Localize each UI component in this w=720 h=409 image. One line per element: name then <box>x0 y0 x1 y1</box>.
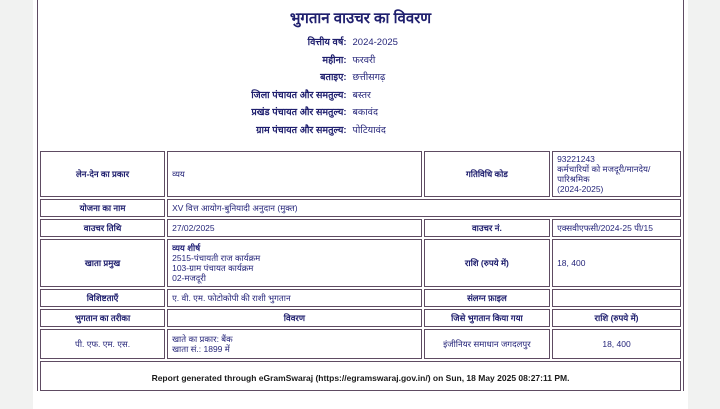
table-row <box>40 289 681 307</box>
field-value: बस्तर <box>352 89 371 101</box>
payment-paid-to-value: इंजीनियर समाधान जगदलपुर <box>424 329 550 359</box>
payment-account-type: खाते का प्रकार: बैंक <box>172 334 233 344</box>
activity-code-year: (2024-2025) <box>557 184 604 194</box>
table-row <box>40 151 681 197</box>
amount-label: राशि (रुपये में) <box>424 239 550 287</box>
payment-paid-to-header: जिसे भुगतान किया गया <box>424 309 550 327</box>
payment-header-row <box>40 309 681 327</box>
payment-amount-header: राशि (रुपये में) <box>552 309 681 327</box>
document-border-frame <box>37 0 684 391</box>
page-title: भुगतान वाउचर का विवरण <box>289 10 432 27</box>
payment-account-number: खाता सं.: 1899 में <box>172 344 230 354</box>
amount-value: 18, 400 <box>552 239 681 287</box>
activity-code-number: 93221243 <box>557 154 595 164</box>
account-head-line: व्यय शीर्ष <box>172 243 201 253</box>
field-financial-year <box>38 38 683 48</box>
field-value: पोटियावंद <box>352 124 386 136</box>
account-head-label: खाता प्रमुख <box>40 239 165 287</box>
field-value: बकावंद <box>352 107 379 118</box>
activity-code-desc: कर्मचारियों को मजदूरी/मानदेय/पारिश्रमिक <box>557 164 651 184</box>
report-generated-text: Report generated through eGramSwaraj (https://egramswaraj.gov.in/) on Sun, 18 May 2025 08:27:11 PM. <box>151 373 570 383</box>
payment-mode-header: भुगतान का तरीका <box>40 309 165 327</box>
table-row <box>40 199 681 217</box>
payment-mode-value: पी. एफ. एम. एस. <box>40 329 165 359</box>
field-block-panchayat <box>38 108 683 118</box>
voucher-number-value: एक्सवीएफसी/2024-25 पी/15 <box>552 219 681 237</box>
field-village-panchayat <box>38 126 683 136</box>
account-head-line: 103-ग्राम पंचायत कार्यक्रम <box>172 263 254 273</box>
field-label: महीना: <box>322 54 347 66</box>
scheme-name-label: योजना का नाम <box>40 199 165 217</box>
payment-details-header: विवरण <box>167 309 422 327</box>
field-district-panchayat <box>38 91 683 101</box>
report-footer <box>40 361 681 391</box>
account-head-line: 02-मजदूरी <box>172 273 206 283</box>
attached-file-value <box>552 289 681 307</box>
voucher-date-label: वाउचर तिथि <box>40 219 165 237</box>
transaction-type-label: लेन-देन का प्रकार <box>40 151 165 197</box>
payment-data-row <box>40 329 681 359</box>
report-header <box>38 0 683 149</box>
field-label: प्रखंड पंचायत और समतुल्य: <box>251 107 347 118</box>
field-value: फरवरी <box>352 54 376 66</box>
field-label: बताइए: <box>320 72 347 83</box>
account-head-value <box>167 239 422 287</box>
field-label: ग्राम पंचायत और समतुल्य: <box>256 124 347 136</box>
table-row <box>40 239 681 287</box>
payment-amount-value: 18, 400 <box>552 329 681 359</box>
particulars-label: विशिष्टताएँ <box>40 289 165 307</box>
voucher-number-label: वाउचर नं. <box>424 219 550 237</box>
field-state <box>38 73 683 83</box>
document-page <box>33 0 688 409</box>
field-value: 2024-2025 <box>352 37 398 48</box>
attached-file-label: संलग्न फ़ाइल <box>424 289 550 307</box>
field-value: छत्तीसगढ़ <box>352 72 386 83</box>
table-row <box>40 219 681 237</box>
voucher-date-value: 27/02/2025 <box>167 219 422 237</box>
field-label: वित्तीय वर्ष: <box>307 37 347 48</box>
particulars-value: ए. वी. एम. फोटोकोपी की राशी भुगतान <box>167 289 422 307</box>
field-month <box>38 56 683 66</box>
account-head-line: 2515-पंचायती राज कार्यक्रम <box>172 253 261 263</box>
activity-code-value <box>552 151 681 197</box>
field-label: जिला पंचायत और समतुल्य: <box>251 89 347 101</box>
voucher-table <box>38 149 683 361</box>
transaction-type-value: व्यय <box>167 151 422 197</box>
activity-code-label: गतिविधि कोड <box>424 151 550 197</box>
payment-details-value <box>167 329 422 359</box>
scheme-name-value: XV वित्त आयोग-बुनियादी अनुदान (मुक्त) <box>167 199 681 217</box>
